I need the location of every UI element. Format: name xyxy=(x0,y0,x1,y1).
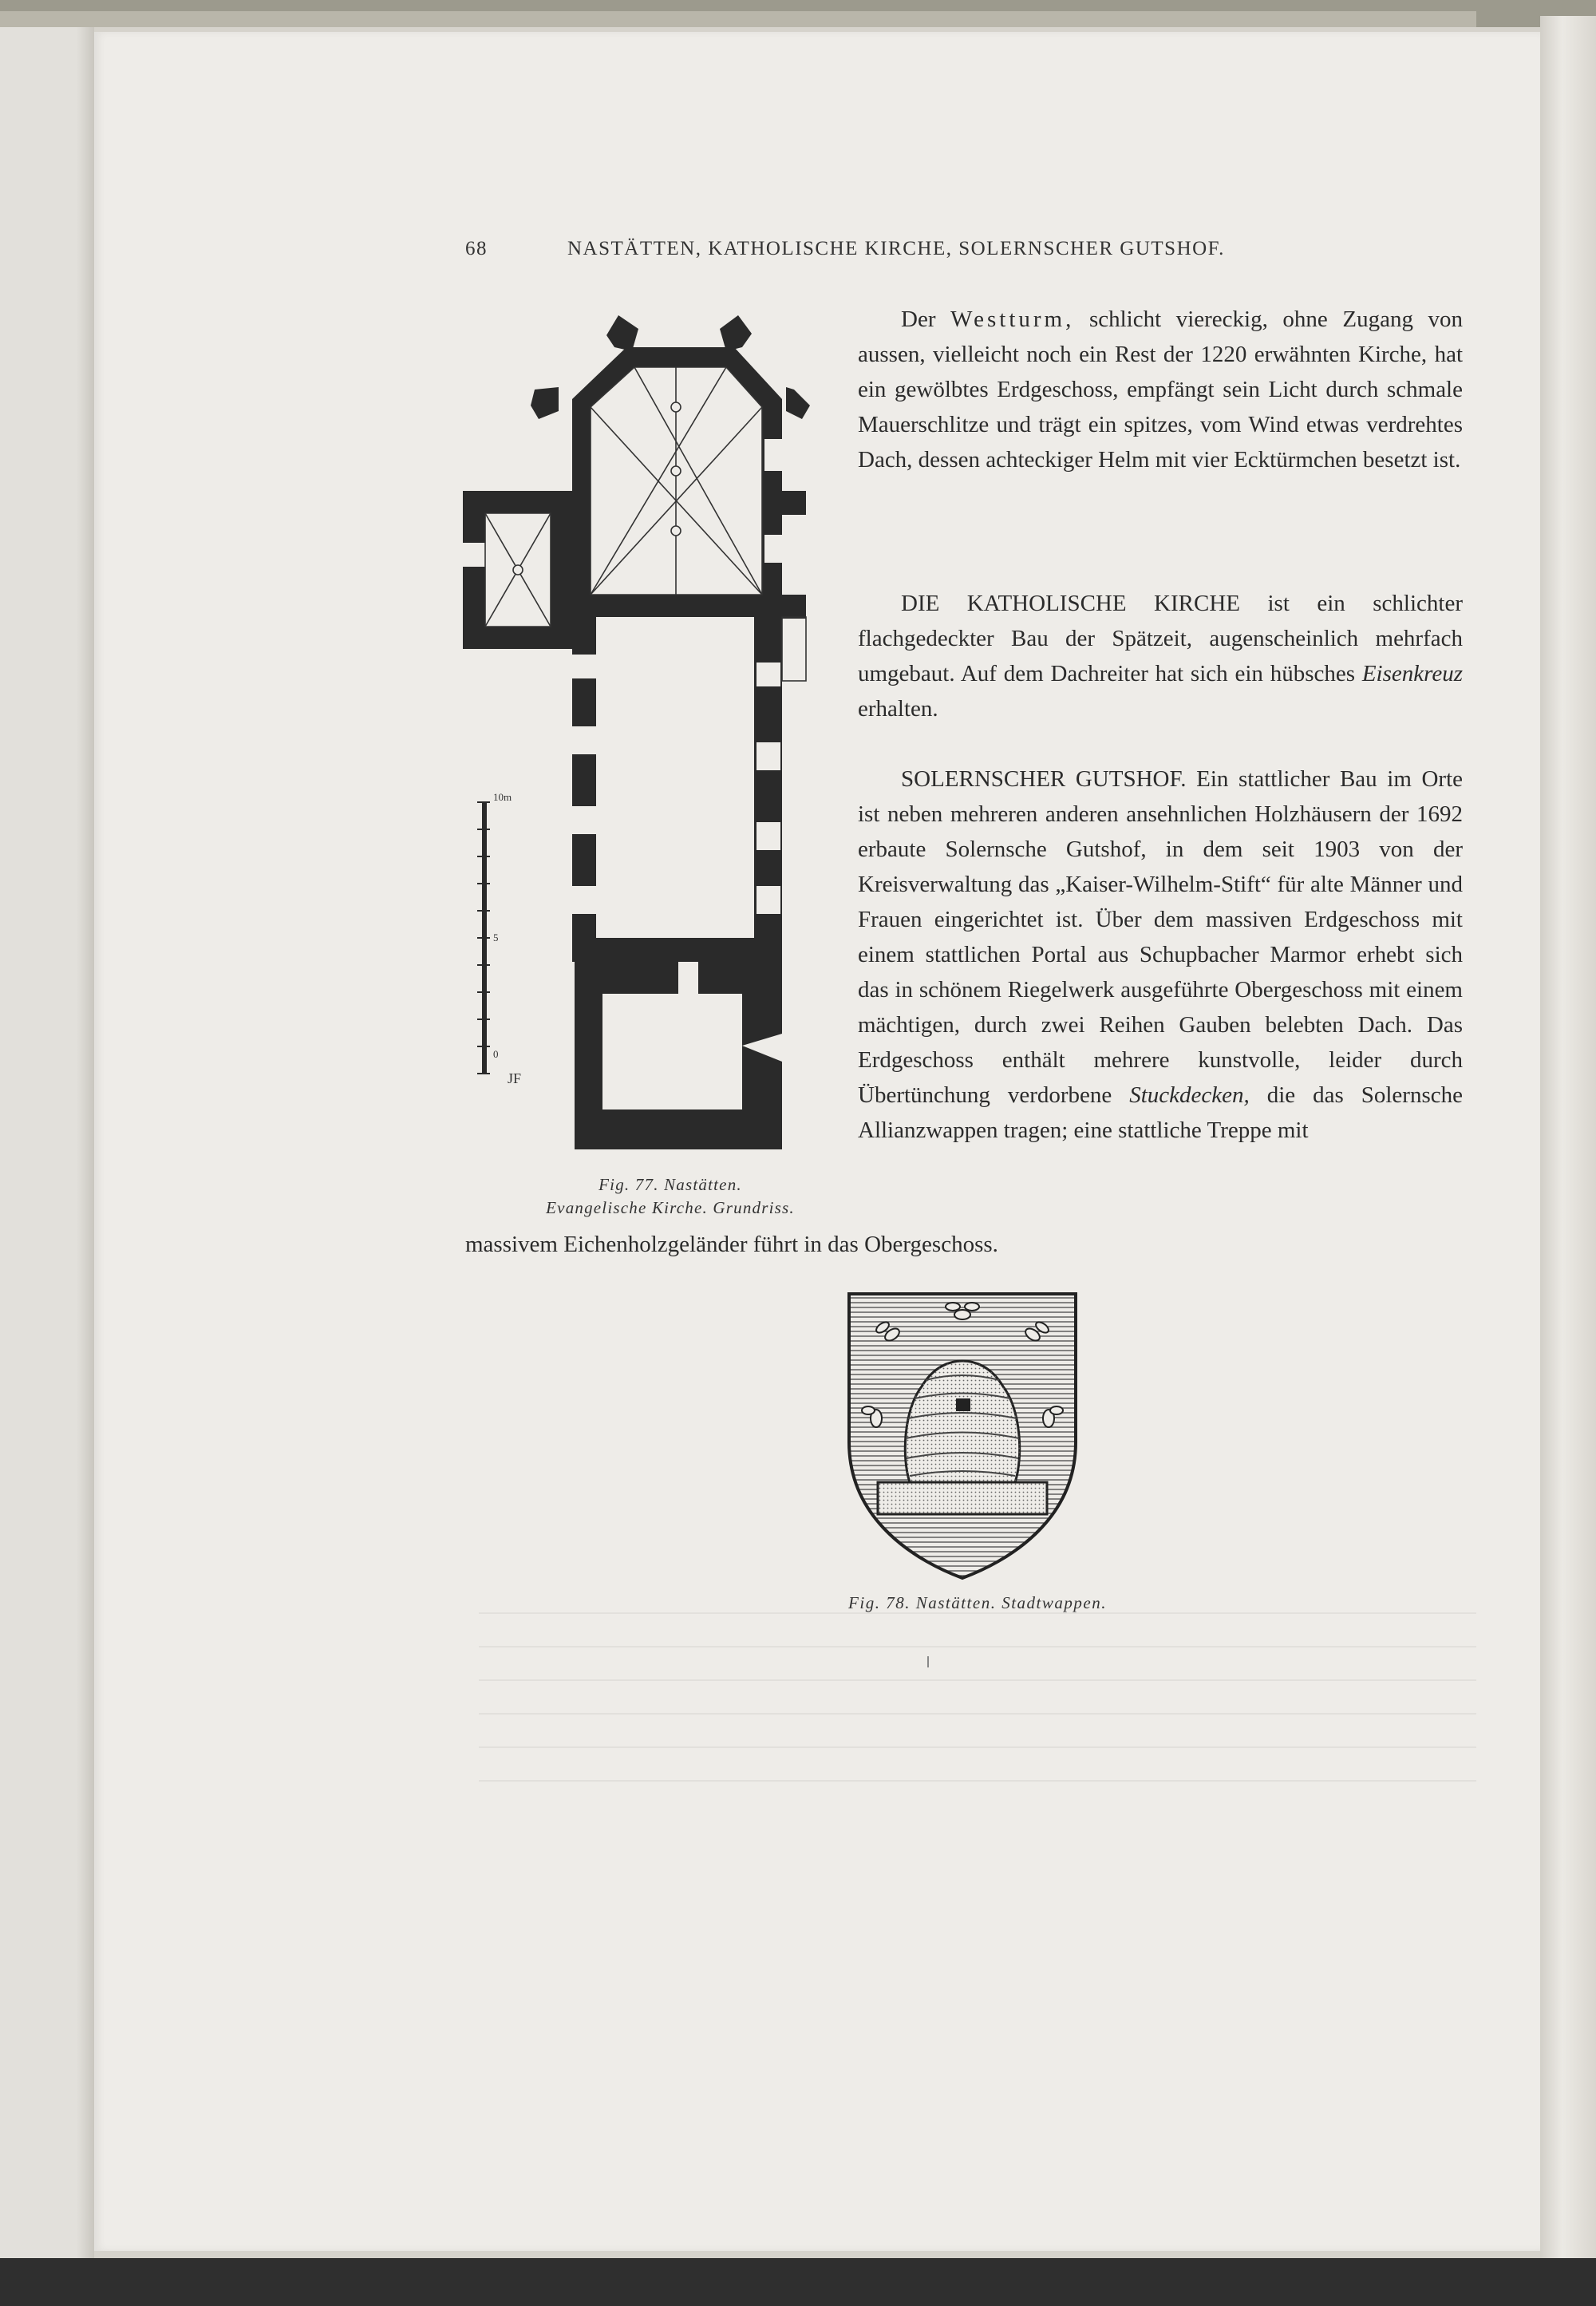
scan-background xyxy=(0,2258,1596,2306)
stuckdecken-term: Stuckdecken, xyxy=(1129,1082,1250,1108)
gutshof-heading: SOLERNSCHER GUTSHOF. xyxy=(901,766,1187,792)
eisenkreuz-term: Eisenkreuz xyxy=(1361,661,1464,686)
westturm-text: schlicht viereckig, ohne Zugang von aussen, vielleicht noch ein Rest der 1220 erwähnten Kirche, hat ein gewölbtes Erdgeschoss, empfängt sein Licht durch schmale Mauerschlitze und trägt ein spitzes, vom Wind etwas verdrehtes Dach, dessen achteckiger Helm mit vier Ecktürmchen besetzt ist. xyxy=(858,307,1464,473)
figure-77-caption-line1: Fig. 77. Nastätten. xyxy=(598,1175,742,1194)
katholische-text-end: erhalten. xyxy=(858,696,938,722)
scale-bar xyxy=(471,786,527,1090)
figure-78-caption: Fig. 78. Nastätten. Stadtwappen. xyxy=(848,1593,1107,1612)
paragraph-gutshof xyxy=(858,761,1463,1148)
spine-shadow xyxy=(77,27,94,2258)
katholische-heading: DIE KATHOLISCHE KIRCHE xyxy=(901,591,1240,616)
scale-label-0: 0 xyxy=(493,1048,499,1060)
book-top-edge-inner xyxy=(0,11,1476,27)
gutshof-text: Ein stattlicher Bau im Orte ist neben mehreren anderen ansehnlichen Holzhäusern der 1692 erbaute Solernsche Gutshof, in dem seit 1903 von der Kreisverwaltung das „Kaiser-Wilhelm-Stift“ für alte Männer und Frauen eingerichtet ist. Über dem massiven Erdgeschoss mit einem stattlichen Portal aus Schupbacher Marmor erhebt sich das in schönem Riegelwerk ausgeführte Obergeschoss mit einem mächtigen, durch zwei Reihen Gauben belebten Dach. Das Erdgeschoss enthält mehrere kunstvolle, leider durch Übertünchung verdorbene xyxy=(858,766,1463,1108)
coat-of-arms xyxy=(846,1291,1079,1582)
scale-label-5: 5 xyxy=(493,931,499,943)
running-title: NASTÄTTEN, KATHOLISCHE KIRCHE, SOLERNSCHER GUTSHOF. xyxy=(567,238,1225,259)
scale-label-10m: 10m xyxy=(493,791,512,803)
westturm-keyword: Westturm, xyxy=(950,307,1075,332)
westturm-lead: Der xyxy=(901,307,936,332)
show-through-text xyxy=(479,1612,1476,1788)
gutshof-tail-line: massivem Eichenholzgeländer führt in das Obergeschoss. xyxy=(465,1232,998,1257)
figure-77-caption xyxy=(495,1173,846,1220)
artist-monogram: JF xyxy=(508,1070,522,1086)
page-mark xyxy=(927,1656,929,1667)
running-head xyxy=(465,238,1375,267)
page-stack-edge xyxy=(1540,16,1596,2259)
gutshof-text-end: die das Solernsche Allianzwappen tragen; eine stattliche Treppe mit xyxy=(858,1082,1463,1143)
page-number: 68 xyxy=(465,238,488,259)
paragraph-westturm xyxy=(858,302,1463,477)
katholische-text: ist ein schlichter flachgedeckter Bau der Spätzeit, augenscheinlich mehrfach umgebaut. Auf dem Dachreiter hat sich ein hübsches xyxy=(858,591,1464,686)
figure-77-caption-line2: Evangelische Kirche. Grundriss. xyxy=(546,1198,795,1217)
paragraph-katholische-kirche xyxy=(858,586,1463,726)
